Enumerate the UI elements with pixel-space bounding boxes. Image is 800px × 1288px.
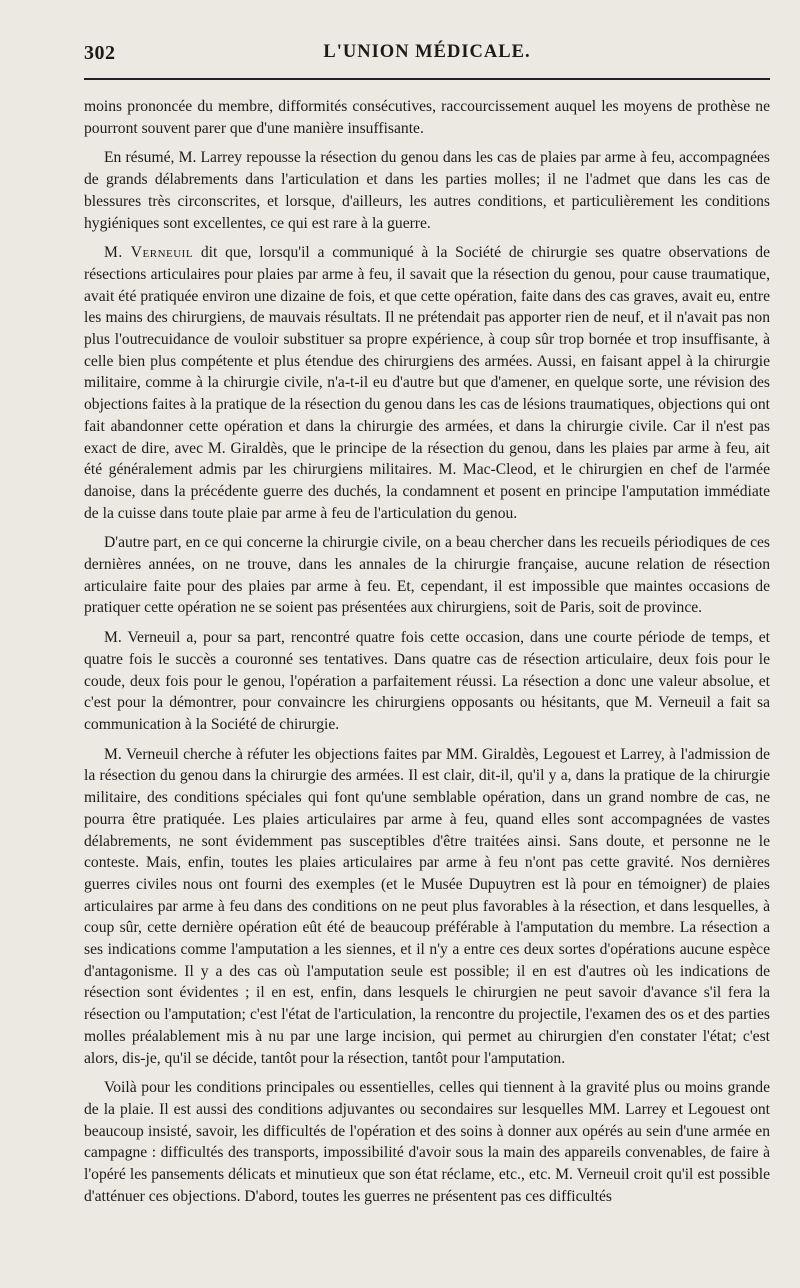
paragraph: D'autre part, en ce qui concerne la chirurgie civile, on a beau chercher dans les recueils périodiques de ces dernières années, on ne trouve, dans les annales de la chirurgie française, aucune relation de résection articulaire faite pour des plaies par arme à feu. Et, cependant, il est impossible que maintes occasions de pratiquer cette opération ne se soient pas présentées aux chirurgiens, soit de Paris, soit de province. [84, 534, 770, 617]
speaker-name: M. Verneuil [104, 244, 194, 262]
paragraph-text: dit que, lorsqu'il a communiqué à la Société de chirurgie ses quatre observations de résections articulaires pour plaies par arme à feu, il savait que la résection du genou, pour cause traumatique, avait été pratiquée environ une dizaine de fois, et que cette opération, faite dans des cas graves, avait eu, entre les mains des chirurgiens, de mauvais résultats. Il ne prétendait pas apporter rien de neuf, et il n'avait pas non plus l'outrecuidance de vouloir substituer sa propre expérience, à coup sûr trop bornée et trop insuffisante, à celle bien plus compétente et plus étendue des chirurgiens des armées. Aussi, en faisant appel à la chirurgie militaire, comme à la chirurgie civile, n'a-t-il eu d'autre but que d'amener, en quelque sorte, une révision des objections faites à la pratique de la résection du genou dans les cas de lésions traumatiques, objections qui ont fait abandonner cette opération et dans la chirurgie des armées, et dans la chirurgie civile. Car il n'est pas exact de dire, avec M. Giraldès, que le principe de la résection du genou, dans les plaies par arme à feu, ait été généralement admis par les chirurgiens militaires. M. Mac-Cleod, et le chirurgien en chef de l'armée danoise, dans la précédente guerre des duchés, la condamnent et posent en principe l'amputation immédiate de la cuisse dans toute plaie par arme à feu de l'articulation du genou. [84, 244, 771, 522]
paragraph: moins prononcée du membre, difformités consécutives, raccourcissement auquel les moyens de prothèse ne pourront souvent parer que d'une manière insuffisante. [84, 98, 770, 137]
page-number: 302 [84, 42, 116, 64]
header-rule [84, 78, 770, 80]
article-body [84, 96, 770, 1207]
paragraph: Voilà pour les conditions principales ou essentielles, celles qui tiennent à la gravité plus ou moins grande de la plaie. Il est aussi des conditions adjuvantes ou secondaires sur lesquelles MM. Larrey et Legouest ont beaucoup insisté, savoir, les difficultés de l'opération et des soins à donner aux opérés au sein d'une armée en campagne : difficultés des transports, impossibilité d'avoir sous la main des appareils convenables, de faire à l'opéré les pansements délicats et minutieux que son état réclame, etc., etc. M. Verneuil croit qu'il est possible d'atténuer ces objections. D'abord, toutes les guerres ne présentent pas ces difficultés [84, 1079, 770, 1205]
page-header [84, 36, 770, 66]
paragraph: M. Verneuil cherche à réfuter les objections faites par MM. Giraldès, Legouest et Larrey, à l'admission de la résection du genou dans la chirurgie des armées. Il est clair, dit-il, qu'il y a, dans la pratique de la chirurgie militaire, des conditions spéciales qui font qu'une semblable opération, dans un grand nombre de cas, ne pourra être pratiquée. Les plaies articulaires par arme à feu, quand elles sont accompagnées de vastes délabrements, ne sont évidemment pas susceptibles d'être traitées ainsi. Sans doute, et personne ne le conteste. Mais, enfin, toutes les plaies articulaires par arme à feu n'ont pas cette gravité. Nos dernières guerres civiles nous ont fourni des exemples (et le Musée Dupuytren est là pour en témoigner) de plaies articulaires par arme à feu dans des conditions on ne peut plus favorables à la résection, et dans lesquelles, à coup sûr, cette dernière opération eût été de beaucoup préférable à l'amputation du membre. La résection a ses indications comme l'amputation a les siennes, et il n'y a entre ces deux sortes d'opérations aucune espèce d'antagonisme. Il y a des cas où l'amputation seule est possible; il en est d'autres où les indications de résection sont évidentes ; il en est, enfin, dans lesquels le chirurgien ne peut savoir d'avance s'il fera la résection ou l'amputation; c'est l'état de l'articulation, la rencontre du projectile, l'examen des os et des parties molles préalablement mis à nu par une large incision, qui permet au chirurgien d'en constater l'état; c'est alors, dis-je, qu'il se décide, tantôt pour la résection, tantôt pour l'amputation. [84, 745, 770, 1067]
paragraph [84, 242, 770, 524]
paragraph: M. Verneuil a, pour sa part, rencontré quatre fois cette occasion, dans une courte période de temps, et quatre fois le succès a couronné ses tentatives. Dans quatre cas de résection articulaire, deux fois pour le coude, deux fois pour le genou, l'opération a parfaitement réussi. La résection a donc une valeur absolue, et c'est pour la démontrer, pour convaincre les chirurgiens opposants ou hésitants, que M. Verneuil a fait sa communication à la Société de chirurgie. [84, 629, 770, 733]
paragraph: En résumé, M. Larrey repousse la résection du genou dans les cas de plaies par arme à feu, accompagnées de grands délabrements dans l'articulation et dans les parties molles; il ne l'admet que dans les cas de blessures très circonscrites, et lorsque, d'ailleurs, les autres conditions, et particulièrement les conditions hygiéniques sont excellentes, ce qui est rare à la guerre. [84, 149, 770, 232]
running-title: L'UNION MÉDICALE. [323, 42, 531, 62]
